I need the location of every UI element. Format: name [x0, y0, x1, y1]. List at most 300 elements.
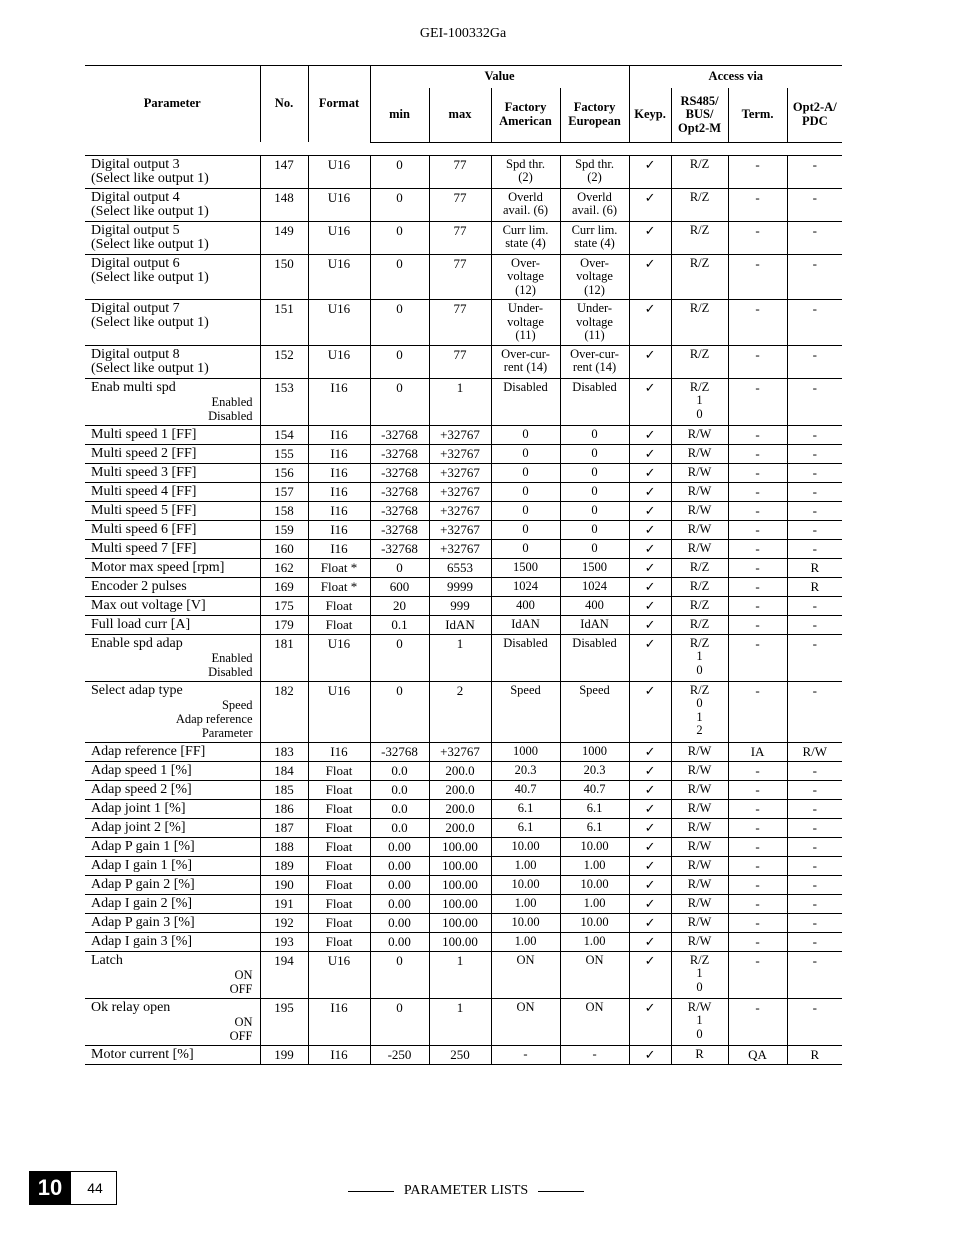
- checkmark-icon: ✓: [644, 635, 656, 651]
- factory-european-value: Curr lim.: [571, 222, 618, 237]
- factory-american-value: 400: [516, 597, 535, 612]
- factory-european-cell: [560, 345, 629, 378]
- opt2-access: -: [787, 596, 842, 615]
- factory-european-cell: [560, 856, 629, 875]
- factory-european-value: (12): [584, 282, 605, 297]
- factory-european-value: ON: [585, 999, 604, 1014]
- factory-european-value: 0: [591, 502, 598, 517]
- term-access: -: [728, 837, 787, 856]
- table-row: [85, 1045, 842, 1064]
- parameter-max: 9999: [429, 577, 491, 596]
- factory-american-cell: [491, 837, 560, 856]
- parameter-name: Latch: [91, 952, 123, 968]
- parameter-name: Adap speed 1 [%]: [91, 762, 192, 778]
- parameter-no: 184: [260, 761, 308, 780]
- opt2-access: -: [787, 780, 842, 799]
- parameter-max: 200.0: [429, 818, 491, 837]
- rs485-access-cell: [671, 501, 728, 520]
- parameter-option: Enabled: [211, 650, 253, 665]
- parameter-min: 0: [370, 378, 429, 425]
- rs485-access-value: R/W: [687, 762, 712, 777]
- parameter-format: U16: [308, 254, 370, 300]
- table-row: [85, 558, 842, 577]
- factory-european-value: 0: [591, 521, 598, 536]
- keypad-access-cell: [629, 951, 671, 998]
- factory-american-value: Over-: [511, 255, 540, 270]
- parameter-max: 77: [429, 345, 491, 378]
- parameter-no: 160: [260, 539, 308, 558]
- keypad-access-cell: [629, 875, 671, 894]
- parameter-no: 194: [260, 951, 308, 998]
- parameter-max: 77: [429, 300, 491, 346]
- parameter-format: Float: [308, 932, 370, 951]
- parameter-name-cell: [85, 596, 260, 615]
- rs485-access-cell: [671, 188, 728, 221]
- factory-european-cell: [560, 837, 629, 856]
- parameter-min: 600: [370, 577, 429, 596]
- rs485-access-value: R/W: [687, 914, 712, 929]
- factory-american-value: 1.00: [514, 933, 537, 948]
- factory-european-cell: [560, 254, 629, 300]
- factory-european-cell: [560, 501, 629, 520]
- parameter-name: Adap speed 2 [%]: [91, 781, 192, 797]
- rs485-access-cell: [671, 615, 728, 634]
- parameter-no: 154: [260, 425, 308, 444]
- factory-american-value: 40.7: [514, 781, 537, 796]
- factory-american-cell: [491, 799, 560, 818]
- parameter-name: Adap I gain 3 [%]: [91, 933, 193, 949]
- parameter-no: 151: [260, 300, 308, 346]
- table-row: [85, 634, 842, 681]
- parameter-name-cell: [85, 837, 260, 856]
- rs485-access-value: R/Z: [689, 156, 710, 171]
- parameter-max: 1: [429, 998, 491, 1045]
- factory-american-value: avail. (6): [502, 203, 549, 217]
- rs485-access-value: R/W: [687, 483, 712, 498]
- parameter-name-cell: [85, 856, 260, 875]
- keypad-access-cell: [629, 818, 671, 837]
- parameter-min: 0: [370, 221, 429, 254]
- parameter-name: Digital output 8: [91, 346, 180, 362]
- parameter-name-cell: [85, 254, 260, 300]
- rs485-access-value: R/W: [687, 857, 712, 872]
- parameter-option: Parameter: [201, 725, 253, 740]
- parameter-name: Multi speed 7 [FF]: [91, 540, 197, 556]
- parameter-name: Multi speed 1 [FF]: [91, 426, 197, 442]
- checkmark-icon: ✓: [644, 933, 656, 949]
- opt2-access: -: [787, 951, 842, 998]
- term-access: -: [728, 681, 787, 742]
- factory-american-value: 0: [522, 426, 529, 441]
- parameter-name-cell: [85, 742, 260, 761]
- keypad-access-cell: [629, 254, 671, 300]
- parameter-format: U16: [308, 681, 370, 742]
- rs485-access-value: 2: [696, 723, 703, 737]
- factory-european-cell: [560, 596, 629, 615]
- factory-european-value: (11): [584, 328, 605, 342]
- parameter-name-cell: [85, 634, 260, 681]
- parameter-name-cell: [85, 913, 260, 932]
- keypad-access-cell: [629, 444, 671, 463]
- rs485-access-value: 0: [696, 406, 703, 421]
- header-opt2-line: PDC: [801, 113, 828, 128]
- factory-american-cell: [491, 221, 560, 254]
- parameter-no: 149: [260, 221, 308, 254]
- rs485-access-cell: [671, 932, 728, 951]
- parameter-name-cell: [85, 539, 260, 558]
- header-factory-american: [491, 88, 560, 142]
- rs485-access-cell: [671, 345, 728, 378]
- parameter-name: Adap P gain 3 [%]: [91, 914, 195, 930]
- parameter-max: +32767: [429, 425, 491, 444]
- checkmark-icon: ✓: [644, 578, 656, 594]
- parameter-name: (Select like output 1): [91, 315, 209, 330]
- parameter-no: 193: [260, 932, 308, 951]
- factory-european-value: 400: [585, 597, 604, 612]
- parameter-max: +32767: [429, 520, 491, 539]
- parameter-min: 0: [370, 155, 429, 188]
- factory-american-value: 10.00: [511, 876, 540, 891]
- factory-european-cell: [560, 520, 629, 539]
- checkmark-icon: ✓: [644, 838, 656, 854]
- parameter-name: Digital output 4: [91, 189, 180, 205]
- header-no: No.: [260, 66, 308, 143]
- opt2-access: -: [787, 463, 842, 482]
- factory-american-cell: [491, 482, 560, 501]
- header-max: max: [429, 88, 491, 142]
- parameter-name: Digital output 7: [91, 301, 180, 316]
- parameter-option: ON: [234, 967, 253, 982]
- rs485-access-value: R/W: [687, 502, 712, 517]
- parameter-format: Float: [308, 875, 370, 894]
- parameter-option: ON: [234, 1014, 253, 1029]
- rs485-access-value: 0: [696, 696, 703, 710]
- checkmark-icon: ✓: [644, 781, 656, 797]
- factory-american-value: Speed: [510, 682, 541, 697]
- checkmark-icon: ✓: [644, 521, 656, 537]
- factory-american-cell: [491, 875, 560, 894]
- factory-american-value: Under-: [507, 301, 544, 315]
- parameter-format: U16: [308, 188, 370, 221]
- table-row: [85, 615, 842, 634]
- factory-american-value: Spd thr.: [506, 156, 545, 171]
- factory-american-value: 1500: [513, 559, 538, 574]
- factory-american-cell: [491, 615, 560, 634]
- term-access: -: [728, 577, 787, 596]
- term-access: -: [728, 615, 787, 634]
- factory-european-value: 0: [591, 445, 598, 460]
- checkmark-icon: ✓: [644, 379, 656, 395]
- factory-american-value: 6.1: [517, 800, 534, 815]
- rs485-access-cell: [671, 155, 728, 188]
- parameter-name: Enab multi spd: [91, 379, 176, 395]
- opt2-access: -: [787, 837, 842, 856]
- factory-american-cell: [491, 1045, 560, 1064]
- parameter-name: Enable spd adap: [91, 635, 183, 651]
- parameter-min: 20: [370, 596, 429, 615]
- parameter-format: Float: [308, 780, 370, 799]
- rs485-access-value: R/W: [687, 933, 712, 948]
- parameter-format: U16: [308, 634, 370, 681]
- parameter-min: -32768: [370, 444, 429, 463]
- parameter-max: 100.00: [429, 894, 491, 913]
- checkmark-icon: ✓: [644, 502, 656, 518]
- rs485-access-cell: [671, 742, 728, 761]
- table-row: [85, 856, 842, 875]
- rs485-access-value: 1: [696, 966, 703, 980]
- factory-european-value: avail. (6): [571, 203, 618, 217]
- parameter-name: Adap P gain 2 [%]: [91, 876, 195, 892]
- parameter-format: I16: [308, 482, 370, 501]
- factory-american-value: (2): [518, 170, 533, 184]
- parameter-max: +32767: [429, 463, 491, 482]
- parameter-format: Float: [308, 615, 370, 634]
- rs485-access-cell: [671, 818, 728, 837]
- parameter-name-cell: [85, 875, 260, 894]
- rs485-access-value: R/Z: [689, 578, 710, 593]
- factory-european-value: 1.00: [583, 895, 606, 910]
- parameter-name: Adap P gain 1 [%]: [91, 838, 195, 854]
- rs485-access-value: R/W: [687, 876, 712, 891]
- term-access: -: [728, 634, 787, 681]
- term-access: -: [728, 932, 787, 951]
- table-row: [85, 300, 842, 346]
- rs485-access-cell: [671, 875, 728, 894]
- keypad-access-cell: [629, 221, 671, 254]
- rs485-access-cell: [671, 837, 728, 856]
- parameter-option: Disabled: [208, 664, 253, 679]
- factory-american-cell: [491, 681, 560, 742]
- parameter-name: Multi speed 6 [FF]: [91, 521, 197, 537]
- parameter-name-cell: [85, 520, 260, 539]
- parameter-max: 100.00: [429, 837, 491, 856]
- term-access: -: [728, 913, 787, 932]
- parameter-name: Encoder 2 pulses: [91, 578, 187, 594]
- header-access-via: Access via: [629, 66, 842, 89]
- parameter-max: 250: [429, 1045, 491, 1064]
- parameter-max: 100.00: [429, 875, 491, 894]
- factory-american-cell: [491, 520, 560, 539]
- factory-european-cell: [560, 780, 629, 799]
- parameter-no: 199: [260, 1045, 308, 1064]
- factory-european-value: 40.7: [583, 781, 606, 796]
- parameter-no: 185: [260, 780, 308, 799]
- term-access: -: [728, 951, 787, 998]
- factory-european-value: Under-: [576, 301, 613, 315]
- opt2-access: -: [787, 856, 842, 875]
- rs485-access-value: 0: [696, 1026, 703, 1041]
- chapter-number: 10: [29, 1171, 71, 1205]
- parameter-no: 182: [260, 681, 308, 742]
- page-number: 44: [87, 1180, 103, 1196]
- term-access: -: [728, 425, 787, 444]
- rs485-access-cell: [671, 425, 728, 444]
- rs485-access-value: R: [695, 1046, 704, 1061]
- factory-european-value: Over-: [580, 255, 609, 270]
- parameter-name-cell: [85, 894, 260, 913]
- opt2-access: -: [787, 188, 842, 221]
- factory-european-value: 1.00: [583, 857, 606, 872]
- factory-european-cell: [560, 539, 629, 558]
- parameter-min: 0.00: [370, 837, 429, 856]
- rs485-access-value: R/W: [687, 743, 712, 758]
- parameter-format: Float: [308, 818, 370, 837]
- factory-american-value: 1.00: [514, 857, 537, 872]
- keypad-access-cell: [629, 188, 671, 221]
- factory-european-value: 6.1: [586, 819, 603, 834]
- factory-european-value: Overld: [577, 189, 612, 204]
- parameter-no: 159: [260, 520, 308, 539]
- parameter-max: 2: [429, 681, 491, 742]
- term-access: -: [728, 539, 787, 558]
- parameter-name: Multi speed 5 [FF]: [91, 502, 197, 518]
- rs485-access-value: 0: [696, 979, 703, 994]
- parameter-format: Float: [308, 894, 370, 913]
- term-access: -: [728, 596, 787, 615]
- parameter-no: 157: [260, 482, 308, 501]
- parameter-min: 0: [370, 951, 429, 998]
- factory-european-value: Disabled: [572, 635, 617, 650]
- rs485-access-cell: [671, 913, 728, 932]
- parameter-max: 100.00: [429, 913, 491, 932]
- opt2-access: -: [787, 913, 842, 932]
- factory-european-value: 10.00: [580, 914, 609, 929]
- parameter-name: (Select like output 1): [91, 203, 209, 219]
- parameter-no: 148: [260, 188, 308, 221]
- keypad-access-cell: [629, 577, 671, 596]
- parameter-max: 77: [429, 221, 491, 254]
- section-title: PARAMETER LISTS: [403, 1183, 529, 1198]
- factory-american-cell: [491, 780, 560, 799]
- parameter-format: U16: [308, 221, 370, 254]
- factory-european-value: 0: [591, 464, 598, 479]
- factory-european-cell: [560, 300, 629, 346]
- checkmark-icon: ✓: [644, 597, 656, 613]
- parameter-name-cell: [85, 615, 260, 634]
- factory-american-value: ON: [516, 952, 535, 967]
- opt2-access: -: [787, 501, 842, 520]
- parameter-format: Float: [308, 913, 370, 932]
- parameter-min: 0.00: [370, 894, 429, 913]
- parameter-format: I16: [308, 425, 370, 444]
- parameter-name: Multi speed 3 [FF]: [91, 464, 197, 480]
- factory-european-cell: [560, 894, 629, 913]
- parameter-no: 153: [260, 378, 308, 425]
- rs485-access-value: R/Z: [689, 952, 710, 967]
- factory-european-cell: [560, 932, 629, 951]
- checkmark-icon: ✓: [644, 559, 656, 575]
- factory-american-cell: [491, 856, 560, 875]
- factory-american-value: (12): [515, 282, 536, 297]
- parameter-no: 192: [260, 913, 308, 932]
- keypad-access-cell: [629, 155, 671, 188]
- checkmark-icon: ✓: [644, 222, 656, 238]
- parameter-name-cell: [85, 681, 260, 742]
- factory-european-value: rent (14): [572, 360, 617, 374]
- table-row: [85, 577, 842, 596]
- factory-american-cell: [491, 998, 560, 1045]
- keypad-access-cell: [629, 1045, 671, 1064]
- opt2-access: -: [787, 520, 842, 539]
- opt2-access: -: [787, 818, 842, 837]
- factory-european-value: -: [592, 1046, 597, 1061]
- term-access: -: [728, 463, 787, 482]
- checkmark-icon: ✓: [644, 914, 656, 930]
- factory-european-cell: [560, 444, 629, 463]
- factory-american-cell: [491, 634, 560, 681]
- parameter-format: U16: [308, 951, 370, 998]
- parameter-no: 186: [260, 799, 308, 818]
- factory-american-cell: [491, 345, 560, 378]
- parameter-option: OFF: [229, 981, 253, 996]
- keypad-access-cell: [629, 345, 671, 378]
- term-access: IA: [728, 742, 787, 761]
- parameter-no: 152: [260, 345, 308, 378]
- checkmark-icon: ✓: [644, 800, 656, 816]
- opt2-access: -: [787, 378, 842, 425]
- parameter-no: 187: [260, 818, 308, 837]
- checkmark-icon: ✓: [644, 156, 656, 172]
- parameter-max: 1: [429, 378, 491, 425]
- keypad-access-cell: [629, 837, 671, 856]
- parameter-min: 0.00: [370, 875, 429, 894]
- parameter-format: Float *: [308, 558, 370, 577]
- checkmark-icon: ✓: [644, 483, 656, 499]
- term-access: -: [728, 761, 787, 780]
- factory-american-cell: [491, 155, 560, 188]
- checkmark-icon: ✓: [644, 189, 656, 205]
- rs485-access-value: R/W: [687, 838, 712, 853]
- rs485-access-cell: [671, 482, 728, 501]
- factory-american-value: 1024: [513, 578, 538, 593]
- parameter-name-cell: [85, 155, 260, 188]
- parameter-name-cell: [85, 345, 260, 378]
- keypad-access-cell: [629, 742, 671, 761]
- header-rs485: [671, 88, 728, 142]
- parameter-no: 191: [260, 894, 308, 913]
- parameter-max: +32767: [429, 539, 491, 558]
- parameter-no: 150: [260, 254, 308, 300]
- factory-american-cell: [491, 188, 560, 221]
- factory-american-value: -: [523, 1046, 528, 1061]
- term-access: -: [728, 818, 787, 837]
- factory-european-value: Speed: [579, 682, 610, 697]
- parameter-min: 0.0: [370, 780, 429, 799]
- table-row: [85, 681, 842, 742]
- rs485-access-value: R/Z: [689, 597, 710, 612]
- factory-european-cell: [560, 188, 629, 221]
- factory-american-cell: [491, 596, 560, 615]
- parameter-no: 190: [260, 875, 308, 894]
- parameter-min: 0: [370, 634, 429, 681]
- table-row: [85, 378, 842, 425]
- factory-american-value: 0: [522, 521, 529, 536]
- parameter-max: 77: [429, 188, 491, 221]
- factory-european-value: 1.00: [583, 933, 606, 948]
- table-row: [85, 894, 842, 913]
- rs485-access-value: R/Z: [689, 616, 710, 631]
- keypad-access-cell: [629, 681, 671, 742]
- rs485-access-value: R/Z: [689, 222, 710, 237]
- parameter-name-cell: [85, 558, 260, 577]
- parameter-format: U16: [308, 345, 370, 378]
- opt2-access: R: [787, 558, 842, 577]
- parameter-max: 77: [429, 254, 491, 300]
- parameter-name-cell: [85, 482, 260, 501]
- parameter-name: Digital output 6: [91, 255, 180, 271]
- parameter-min: 0: [370, 345, 429, 378]
- table-row: [85, 799, 842, 818]
